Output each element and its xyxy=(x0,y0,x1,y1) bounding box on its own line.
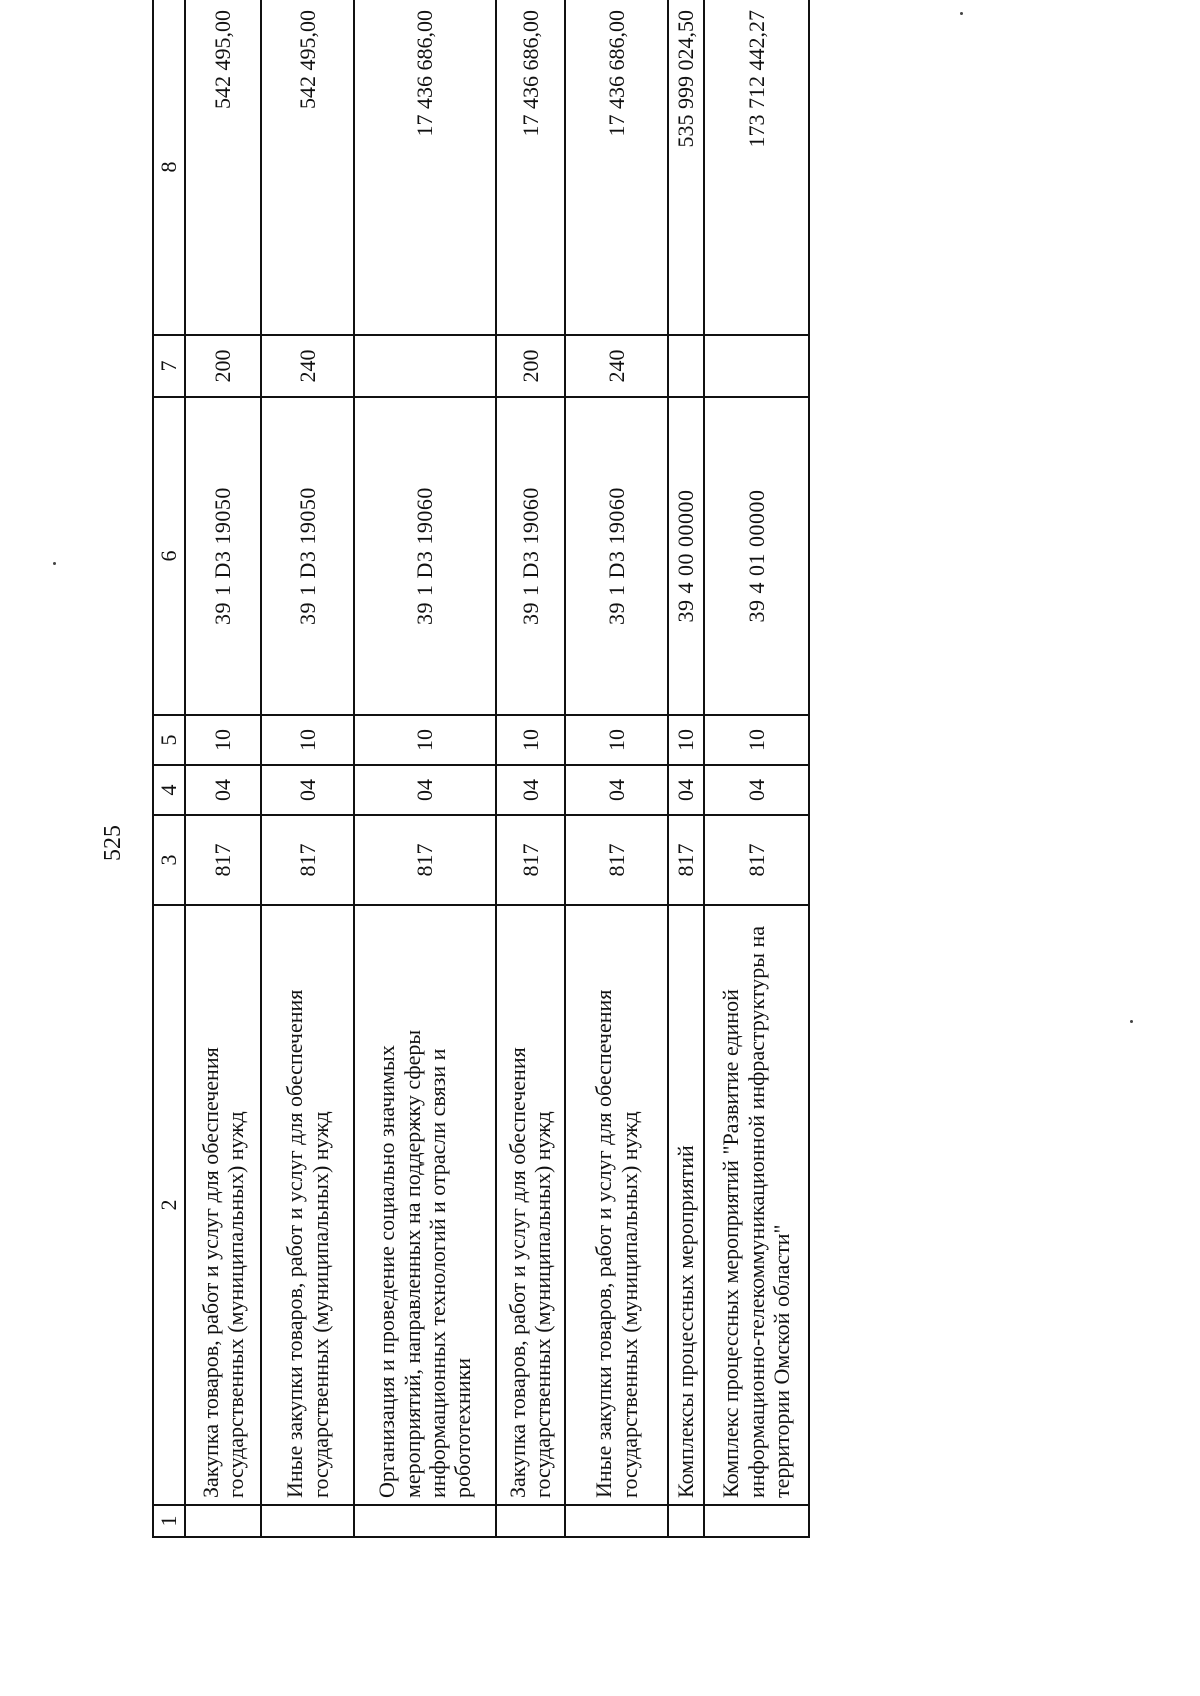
cell-target-code: 39 1 D3 19060 xyxy=(496,397,565,715)
cell-target-code: 39 1 D3 19050 xyxy=(185,397,261,715)
cell-amount: 535 999 024,50 xyxy=(668,0,703,335)
cell-code-5: 10 xyxy=(261,715,354,765)
header-col-4: 4 xyxy=(153,765,185,815)
page-number: 525 xyxy=(100,825,126,861)
header-col-5: 5 xyxy=(153,715,185,765)
cell-description: Комплекс процессных мероприятий "Развитие единой информационно-телекоммуникационной инфраструктуры на территории Омской области" xyxy=(704,905,809,1505)
cell-code-5: 10 xyxy=(185,715,261,765)
cell-amount: 542 495,00 xyxy=(261,0,354,335)
scan-speck xyxy=(53,562,56,565)
cell-number xyxy=(261,1505,354,1537)
cell-amount: 173 712 442,27 xyxy=(704,0,809,335)
budget-table xyxy=(152,0,810,1538)
cell-code-4: 04 xyxy=(565,765,668,815)
cell-code-3: 817 xyxy=(565,815,668,905)
cell-number xyxy=(668,1505,703,1537)
table-row xyxy=(354,0,496,1537)
cell-amount: 17 436 686,00 xyxy=(354,0,496,335)
cell-target-code: 39 4 01 00000 xyxy=(704,397,809,715)
header-col-2: 2 xyxy=(153,905,185,1505)
cell-number xyxy=(704,1505,809,1537)
cell-expense-type xyxy=(354,335,496,397)
cell-code-5: 10 xyxy=(565,715,668,765)
cell-amount: 17 436 686,00 xyxy=(565,0,668,335)
cell-code-4: 04 xyxy=(668,765,703,815)
table-row xyxy=(565,0,668,1537)
cell-description: Закупка товаров, работ и услуг для обеспечения государственных (муниципальных) нужд xyxy=(496,905,565,1505)
cell-code-4: 04 xyxy=(261,765,354,815)
cell-number xyxy=(354,1505,496,1537)
cell-target-code: 39 1 D3 19050 xyxy=(261,397,354,715)
cell-code-3: 817 xyxy=(496,815,565,905)
cell-description: Иные закупки товаров, работ и услуг для обеспечения государственных (муниципальных) нужд xyxy=(261,905,354,1505)
cell-code-3: 817 xyxy=(704,815,809,905)
header-col-3: 3 xyxy=(153,815,185,905)
table-row xyxy=(668,0,703,1537)
header-col-1: 1 xyxy=(153,1505,185,1537)
table-header-row xyxy=(153,0,185,1537)
cell-amount: 17 436 686,00 xyxy=(496,0,565,335)
cell-code-5: 10 xyxy=(704,715,809,765)
cell-code-3: 817 xyxy=(354,815,496,905)
budget-table-wrapper xyxy=(152,0,810,1538)
table-row xyxy=(496,0,565,1537)
cell-expense-type xyxy=(668,335,703,397)
cell-code-4: 04 xyxy=(185,765,261,815)
cell-target-code: 39 1 D3 19060 xyxy=(354,397,496,715)
table-row xyxy=(261,0,354,1537)
cell-expense-type xyxy=(704,335,809,397)
cell-number xyxy=(496,1505,565,1537)
table-row xyxy=(185,0,261,1537)
cell-expense-type: 240 xyxy=(565,335,668,397)
scan-speck xyxy=(1130,1020,1133,1023)
cell-code-4: 04 xyxy=(704,765,809,815)
header-col-6: 6 xyxy=(153,397,185,715)
cell-code-3: 817 xyxy=(668,815,703,905)
scan-speck xyxy=(960,12,963,15)
cell-expense-type: 200 xyxy=(185,335,261,397)
cell-number xyxy=(565,1505,668,1537)
cell-target-code: 39 4 00 00000 xyxy=(668,397,703,715)
cell-target-code: 39 1 D3 19060 xyxy=(565,397,668,715)
cell-code-3: 817 xyxy=(185,815,261,905)
cell-code-5: 10 xyxy=(496,715,565,765)
cell-description: Организация и проведение социально значимых мероприятий, направленных на поддержку сферы информационных технологий и отрасли связи и робототехники xyxy=(354,905,496,1505)
cell-code-5: 10 xyxy=(354,715,496,765)
cell-code-4: 04 xyxy=(496,765,565,815)
cell-code-4: 04 xyxy=(354,765,496,815)
cell-description: Комплексы процессных мероприятий xyxy=(668,905,703,1505)
header-col-7: 7 xyxy=(153,335,185,397)
cell-number xyxy=(185,1505,261,1537)
cell-expense-type: 200 xyxy=(496,335,565,397)
cell-code-5: 10 xyxy=(668,715,703,765)
header-col-8: 8 xyxy=(153,0,185,335)
table-row xyxy=(704,0,809,1537)
cell-description: Закупка товаров, работ и услуг для обеспечения государственных (муниципальных) нужд xyxy=(185,905,261,1505)
cell-code-3: 817 xyxy=(261,815,354,905)
cell-description: Иные закупки товаров, работ и услуг для обеспечения государственных (муниципальных) нужд xyxy=(565,905,668,1505)
cell-amount: 542 495,00 xyxy=(185,0,261,335)
cell-expense-type: 240 xyxy=(261,335,354,397)
